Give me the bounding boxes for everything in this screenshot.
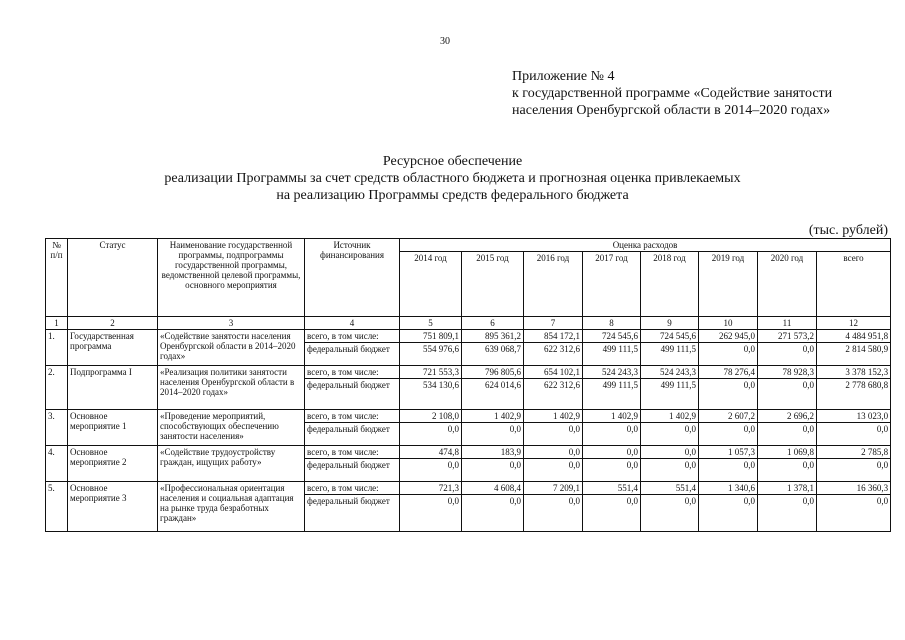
column-number: 6 <box>462 317 524 330</box>
value-cell: 1 402,9 <box>524 410 583 423</box>
header-year: 2019 год <box>699 252 758 317</box>
row-status: Подпрограмма I <box>68 366 158 410</box>
value-cell: 0,0 <box>462 423 524 446</box>
row-source: федеральный бюджет <box>305 495 400 532</box>
row-source: федеральный бюджет <box>305 379 400 410</box>
value-cell: 0,0 <box>641 423 699 446</box>
appendix-heading <box>512 68 832 119</box>
value-cell: 534 130,6 <box>400 379 462 410</box>
row-source: федеральный бюджет <box>305 459 400 482</box>
row-name: «Реализация политики занятости населения Оренбургской области в 2014–2020 годах» <box>158 366 305 410</box>
header-status: Статус <box>68 239 158 317</box>
value-cell: 524 243,3 <box>641 366 699 379</box>
value-cell: 499 111,5 <box>641 379 699 410</box>
value-cell: 1 378,1 <box>758 482 817 495</box>
row-source: всего, в том числе: <box>305 330 400 343</box>
value-cell: 0,0 <box>758 495 817 532</box>
value-cell: 499 111,5 <box>583 379 641 410</box>
column-number-row <box>46 317 891 330</box>
total-cell: 0,0 <box>817 423 891 446</box>
total-cell: 4 484 951,8 <box>817 330 891 343</box>
table-row <box>46 410 891 423</box>
value-cell: 796 805,6 <box>462 366 524 379</box>
value-cell: 854 172,1 <box>524 330 583 343</box>
value-cell: 2 607,2 <box>699 410 758 423</box>
value-cell: 622 312,6 <box>524 343 583 366</box>
table-row <box>46 446 891 459</box>
column-number: 12 <box>817 317 891 330</box>
header-year: 2016 год <box>524 252 583 317</box>
value-cell: 0,0 <box>699 459 758 482</box>
value-cell: 0,0 <box>462 495 524 532</box>
page-number: 30 <box>440 36 450 47</box>
value-cell: 0,0 <box>699 379 758 410</box>
row-num: 3. <box>46 410 68 446</box>
column-number: 9 <box>641 317 699 330</box>
value-cell: 654 102,1 <box>524 366 583 379</box>
column-number: 11 <box>758 317 817 330</box>
row-source: федеральный бюджет <box>305 343 400 366</box>
row-num: 2. <box>46 366 68 410</box>
value-cell: 0,0 <box>524 423 583 446</box>
value-cell: 721,3 <box>400 482 462 495</box>
value-cell: 639 068,7 <box>462 343 524 366</box>
document-title <box>0 153 905 204</box>
value-cell: 0,0 <box>641 459 699 482</box>
value-cell: 0,0 <box>699 423 758 446</box>
row-num: 1. <box>46 330 68 366</box>
row-status: Основное мероприятие 3 <box>68 482 158 532</box>
value-cell: 524 243,3 <box>583 366 641 379</box>
value-cell: 0,0 <box>583 459 641 482</box>
header-year: 2017 год <box>583 252 641 317</box>
table-row <box>46 330 891 343</box>
value-cell: 1 069,8 <box>758 446 817 459</box>
header-name: Наименование государственной программы, подпрограммы государственной программы, ведомственной целевой программы, основного мероприятия <box>158 239 305 317</box>
value-cell: 499 111,5 <box>583 343 641 366</box>
appendix-line-1: Приложение № 4 <box>512 69 615 84</box>
value-cell: 0,0 <box>462 459 524 482</box>
column-number: 2 <box>68 317 158 330</box>
column-number: 1 <box>46 317 68 330</box>
row-num: 5. <box>46 482 68 532</box>
total-cell: 2 785,8 <box>817 446 891 459</box>
value-cell: 895 361,2 <box>462 330 524 343</box>
row-name: «Профессиональная ориентация населения и социальная адаптация на рынке труда безработных граждан» <box>158 482 305 532</box>
value-cell: 0,0 <box>758 459 817 482</box>
value-cell: 0,0 <box>758 423 817 446</box>
value-cell: 0,0 <box>524 446 583 459</box>
value-cell: 474,8 <box>400 446 462 459</box>
value-cell: 1 340,6 <box>699 482 758 495</box>
value-cell: 499 111,5 <box>641 343 699 366</box>
header-year: 2020 год <box>758 252 817 317</box>
column-number: 7 <box>524 317 583 330</box>
row-name: «Проведение мероприятий, способствующих обеспечению занятости населения» <box>158 410 305 446</box>
value-cell: 0,0 <box>699 343 758 366</box>
row-source: всего, в том числе: <box>305 482 400 495</box>
value-cell: 271 573,2 <box>758 330 817 343</box>
total-cell: 2 814 580,9 <box>817 343 891 366</box>
row-num: 4. <box>46 446 68 482</box>
units-label: (тыс. рублей) <box>808 223 888 238</box>
value-cell: 4 608,4 <box>462 482 524 495</box>
value-cell: 0,0 <box>641 446 699 459</box>
value-cell: 0,0 <box>400 423 462 446</box>
row-status: Государственная программа <box>68 330 158 366</box>
value-cell: 1 402,9 <box>583 410 641 423</box>
value-cell: 751 809,1 <box>400 330 462 343</box>
value-cell: 78 928,3 <box>758 366 817 379</box>
value-cell: 622 312,6 <box>524 379 583 410</box>
value-cell: 0,0 <box>699 495 758 532</box>
header-year: 2014 год <box>400 252 462 317</box>
column-number: 3 <box>158 317 305 330</box>
value-cell: 1 402,9 <box>641 410 699 423</box>
value-cell: 1 057,3 <box>699 446 758 459</box>
header-year: 2015 год <box>462 252 524 317</box>
value-cell: 0,0 <box>583 423 641 446</box>
row-status: Основное мероприятие 2 <box>68 446 158 482</box>
column-number: 10 <box>699 317 758 330</box>
header-total: всего <box>817 252 891 317</box>
value-cell: 0,0 <box>583 495 641 532</box>
value-cell: 0,0 <box>758 379 817 410</box>
value-cell: 7 209,1 <box>524 482 583 495</box>
title-line-2: реализации Программы за счет средств областного бюджета и прогнозная оценка привлекаемых <box>164 171 741 186</box>
header-num: № п/п <box>46 239 68 317</box>
total-cell: 0,0 <box>817 459 891 482</box>
row-name: «Содействие трудоустройству граждан, ищущих работу» <box>158 446 305 482</box>
value-cell: 551,4 <box>641 482 699 495</box>
value-cell: 724 545,6 <box>583 330 641 343</box>
value-cell: 1 402,9 <box>462 410 524 423</box>
row-status: Основное мероприятие 1 <box>68 410 158 446</box>
resource-table <box>45 238 891 532</box>
header-year: 2018 год <box>641 252 699 317</box>
value-cell: 0,0 <box>400 495 462 532</box>
total-cell: 0,0 <box>817 495 891 532</box>
value-cell: 0,0 <box>524 495 583 532</box>
value-cell: 183,9 <box>462 446 524 459</box>
value-cell: 2 108,0 <box>400 410 462 423</box>
value-cell: 2 696,2 <box>758 410 817 423</box>
value-cell: 554 976,6 <box>400 343 462 366</box>
column-number: 8 <box>583 317 641 330</box>
appendix-line-2: к государственной программе «Содействие занятости <box>512 86 833 101</box>
column-number: 4 <box>305 317 400 330</box>
value-cell: 262 945,0 <box>699 330 758 343</box>
total-cell: 16 360,3 <box>817 482 891 495</box>
row-source: всего, в том числе: <box>305 410 400 423</box>
row-source: федеральный бюджет <box>305 423 400 446</box>
total-cell: 3 378 152,3 <box>817 366 891 379</box>
appendix-line-3: населения Оренбургской области в 2014–2020 годах» <box>512 103 831 118</box>
row-source: всего, в том числе: <box>305 446 400 459</box>
table-row <box>46 482 891 495</box>
table-row <box>46 366 891 379</box>
value-cell: 551,4 <box>583 482 641 495</box>
value-cell: 721 553,3 <box>400 366 462 379</box>
total-cell: 2 778 680,8 <box>817 379 891 410</box>
row-name: «Содействие занятости населения Оренбургской области в 2014–2020 годах» <box>158 330 305 366</box>
column-number: 5 <box>400 317 462 330</box>
header-source: Источник финансирования <box>305 239 400 317</box>
value-cell: 0,0 <box>641 495 699 532</box>
value-cell: 0,0 <box>583 446 641 459</box>
value-cell: 624 014,6 <box>462 379 524 410</box>
row-source: всего, в том числе: <box>305 366 400 379</box>
title-line-3: на реализацию Программы средств федерального бюджета <box>276 188 629 203</box>
value-cell: 0,0 <box>524 459 583 482</box>
value-cell: 0,0 <box>400 459 462 482</box>
header-estimate: Оценка расходов <box>400 239 891 252</box>
value-cell: 78 276,4 <box>699 366 758 379</box>
title-line-1: Ресурсное обеспечение <box>382 154 523 169</box>
total-cell: 13 023,0 <box>817 410 891 423</box>
value-cell: 724 545,6 <box>641 330 699 343</box>
value-cell: 0,0 <box>758 343 817 366</box>
